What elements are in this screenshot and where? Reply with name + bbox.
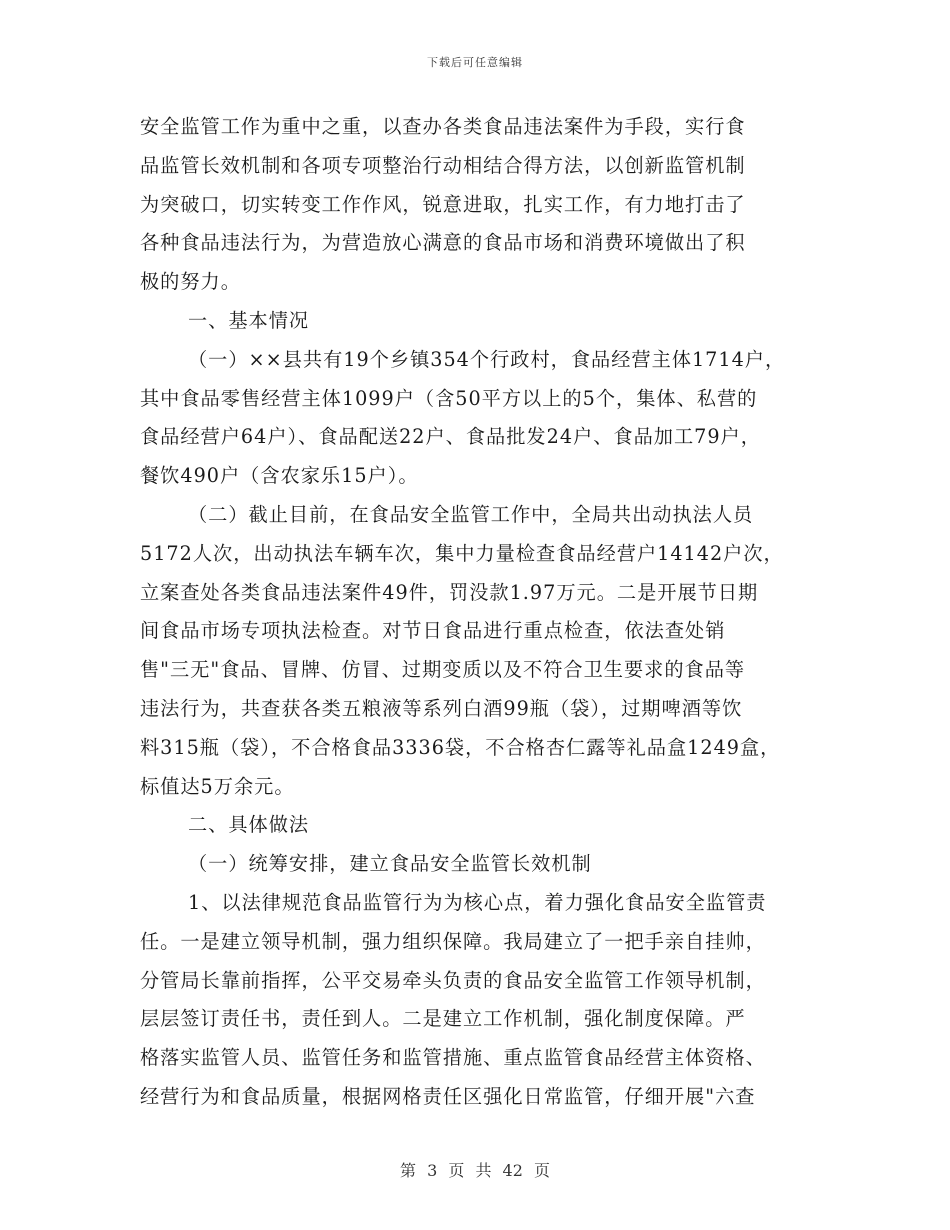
page-header-note: 下载后可任意编辑 (427, 56, 523, 69)
body-line: 任。一是建立领导机制，强力组织保障。我局建立了一把手亲自挂帅， (140, 929, 766, 953)
document-body (140, 108, 830, 1117)
body-line: 安全监管工作为重中之重，以查办各类食品违法案件为手段，实行食 (140, 115, 746, 138)
body-line: 食品经营户64户）、食品配送22户、食品批发24户、食品加工79户， (140, 425, 761, 449)
body-line: 为突破口，切实转变工作作风，锐意进取，扎实工作，有力地打击了 (140, 192, 746, 216)
body-line: 分管局长靠前指挥，公平交易牵头负责的食品安全监管工作领导机制， (140, 968, 766, 992)
body-line: （一）××县共有19个乡镇354个行政村，食品经营主体1714户， (188, 347, 786, 371)
page-number: 第 3 页 共 42 页 (400, 1161, 550, 1180)
body-line: （二）截止目前，在食品安全监管工作中，全局共出动执法人员 (188, 502, 754, 526)
body-line: 层层签订责任书，责任到人。二是建立工作机制，强化制度保障。严 (140, 1007, 746, 1031)
body-line: 各种食品违法行为，为营造放心满意的食品市场和消费环境做出了积 (140, 231, 746, 255)
body-line: 格落实监管人员、监管任务和监管措施、重点监管食品经营主体资格、 (140, 1046, 766, 1070)
body-line: 其中食品零售经营主体1099户（含50平方以上的5个，集体、私营的 (140, 386, 758, 410)
body-line: 间食品市场专项执法检查。对节日食品进行重点检查，依法查处销 (140, 619, 726, 643)
section-heading: 二、具体做法 (188, 813, 310, 837)
body-line: 料315瓶（袋），不合格食品3336袋，不合格杏仁露等礼品盒1249盒， (140, 735, 781, 759)
body-line: 极的努力。 (140, 270, 241, 294)
body-line: 品监管长效机制和各项专项整治行动相结合得方法，以创新监管机制 (140, 153, 746, 177)
subsection-heading: （一）统筹安排，建立食品安全监管长效机制 (188, 852, 592, 876)
body-line: 经营行为和食品质量，根据网格责任区强化日常监管，仔细开展"六查 (140, 1084, 756, 1108)
body-line: 售"三无"食品、冒牌、仿冒、过期变质以及不符合卫生要求的食品等 (140, 658, 746, 682)
body-line: 立案查处各类食品违法案件49件，罚没款1.97万元。二是开展节日期 (140, 580, 759, 604)
body-line: 1、以法律规范食品监管行为为核心点，着力强化食品安全监管责 (188, 890, 767, 914)
body-line: 标值达5万余元。 (140, 774, 295, 798)
body-line: 5172人次，出动执法车辆车次，集中力量检查食品经营户14142户次， (140, 541, 784, 565)
section-heading: 一、基本情况 (188, 308, 310, 332)
body-line: 违法行为，共查获各类五粮液等系列白酒99瓶（袋），过期啤酒等饮 (140, 696, 743, 720)
body-line: 餐饮490户（含农家乐15户）。 (140, 464, 419, 488)
